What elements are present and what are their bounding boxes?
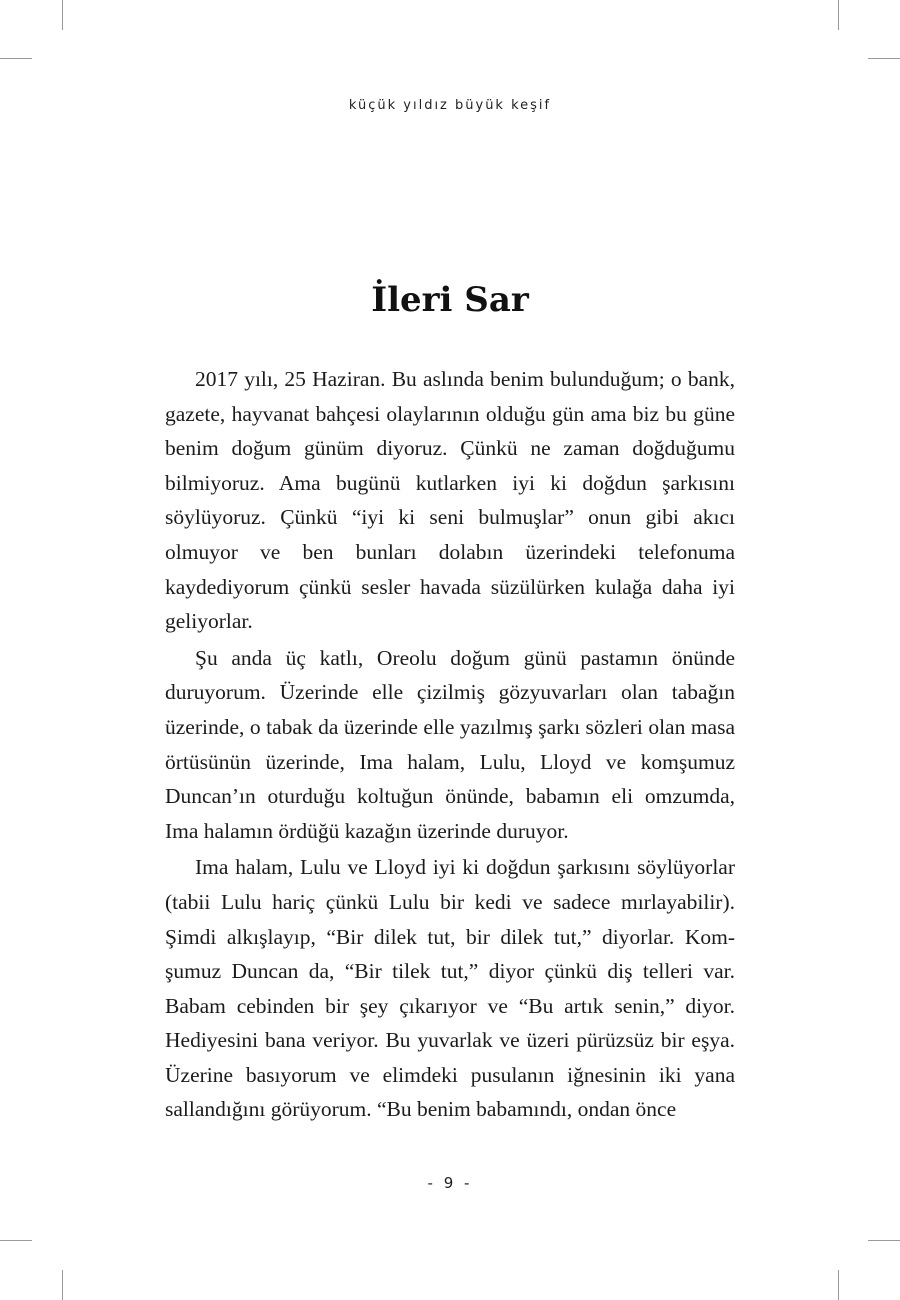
paragraph-3: Ima halam, Lulu ve Lloyd iyi ki doğdun şarkısını söylüyorlar (tabii Lulu hariç çünkü Lulu bir kedi ve sadece mırlayabilir). Şimdi alkışlayıp, “Bir dilek tut, bir dilek tut,” diyorlar. Komşumuz Duncan da, “Bir tilek tut,” diyor çünkü diş telleri var. Babam cebinden bir şey çıkarıyor ve “Bu artık senin,” diyor. Hediyesini bana veriyor. Bu yuvarlak ve üzeri pürüzsüz bir eşya. Üzerine basıyorum ve elimdeki pusulanın iğnesinin iki yana sallandığını görüyorum. “Bu benim babamındı, ondan önce bbox=[165, 855, 735, 1122]
crop-mark-top-left bbox=[62, 0, 63, 30]
crop-mark-top-right bbox=[838, 0, 839, 30]
running-head: küçük yıldız büyük keşif bbox=[348, 98, 552, 113]
crop-mark-left-top bbox=[0, 58, 32, 59]
crop-mark-right-bottom bbox=[868, 1240, 900, 1241]
paragraph-2: Şu anda üç katlı, Oreolu doğum günü pastamın önünde duruyorum. Üzerinde elle çizilmiş gözyuvarları olan tabağın üzerinde, o tabak da üzerinde elle yazılmış şarkı sözleri olan masa örtüsünün üzerinde, Ima halam, Lulu, Lloyd ve komşumuz Duncan’ın oturduğu koltuğun önünde, babamın eli omzumda, Ima halamın ördüğü kazağın üzerinde duruyor. bbox=[165, 645, 735, 843]
crop-mark-bottom-left bbox=[62, 1270, 63, 1300]
crop-mark-bottom-right bbox=[838, 1270, 839, 1300]
chapter-title: İleri Sar bbox=[371, 280, 529, 320]
crop-mark-right-top bbox=[868, 58, 900, 59]
crop-mark-left-bottom bbox=[0, 1240, 32, 1241]
page-number: - 9 - bbox=[427, 1174, 473, 1192]
paragraph-1: 2017 yılı, 25 Haziran. Bu aslında benim bulunduğum; o bank, gazete, hayvanat bahçesi olaylarının olduğu gün ama biz bu güne benim doğum günüm diyoruz. Çünkü ne zaman doğduğumu bilmiyoruz. Ama bugünü kutlarken iyi ki doğdun şarkısını söylüyoruz. Çünkü “iyi ki seni bulmuşlar” onun gibi akıcı olmuyor ve ben bunları dolabın üzerindeki telefonuma kaydediyorum çünkü sesler havada süzülürken kulağa daha iyi geliyorlar. bbox=[165, 367, 735, 634]
body-text bbox=[165, 362, 735, 1129]
